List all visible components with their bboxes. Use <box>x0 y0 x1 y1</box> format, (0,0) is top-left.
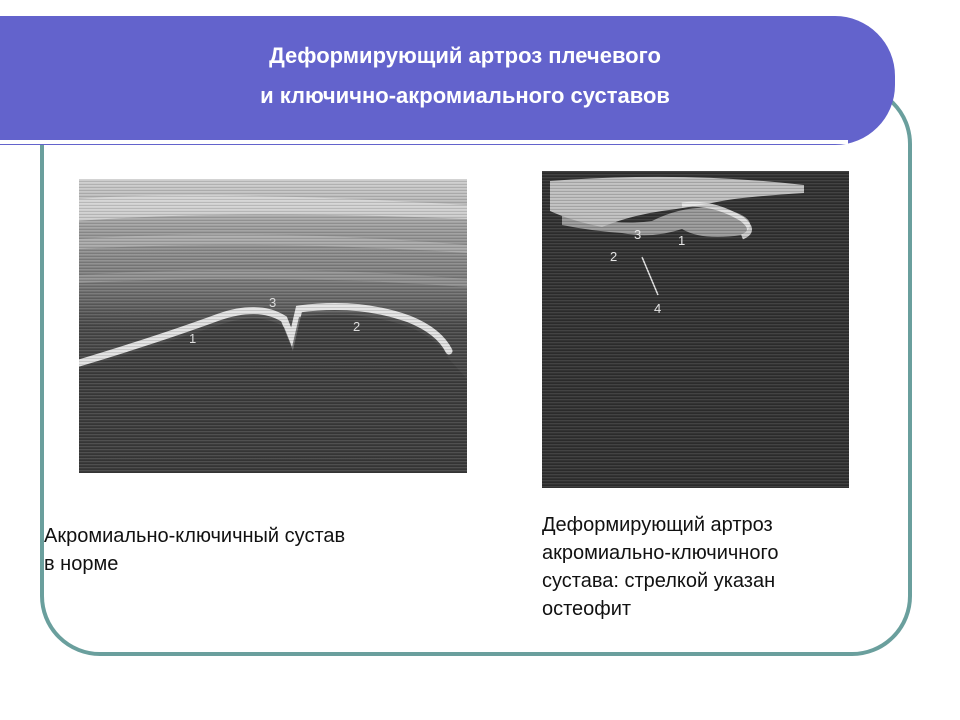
slide-title-line-2: и ключично-акромиального суставов <box>260 83 670 108</box>
caption-arthrosis-line-1: Деформирующий артроз <box>542 514 773 536</box>
marker-3: 3 <box>634 227 642 242</box>
slide-title-line-1: Деформирующий артроз плечевого <box>269 43 661 68</box>
caption-normal-line-2: в норме <box>44 553 119 575</box>
slide-title <box>150 36 780 116</box>
marker-2: 2 <box>353 319 361 334</box>
caption-arthrosis <box>542 511 862 623</box>
ultrasound-image-normal <box>79 179 467 473</box>
marker-1: 1 <box>189 331 197 346</box>
marker-1: 1 <box>678 233 686 248</box>
caption-normal-line-1: Акромиально-ключичный сустав <box>44 525 346 547</box>
caption-arthrosis-line-4: остеофит <box>542 598 632 620</box>
caption-arthrosis-line-2: акромиально-ключичного <box>542 542 779 564</box>
ultrasound-image-arthrosis <box>542 171 849 488</box>
banner-divider <box>0 140 848 144</box>
caption-arthrosis-line-3: сустава: стрелкой указан <box>542 570 776 592</box>
marker-3: 3 <box>269 295 277 310</box>
marker-2: 2 <box>610 249 618 264</box>
marker-4: 4 <box>654 301 662 316</box>
caption-normal <box>44 522 484 578</box>
